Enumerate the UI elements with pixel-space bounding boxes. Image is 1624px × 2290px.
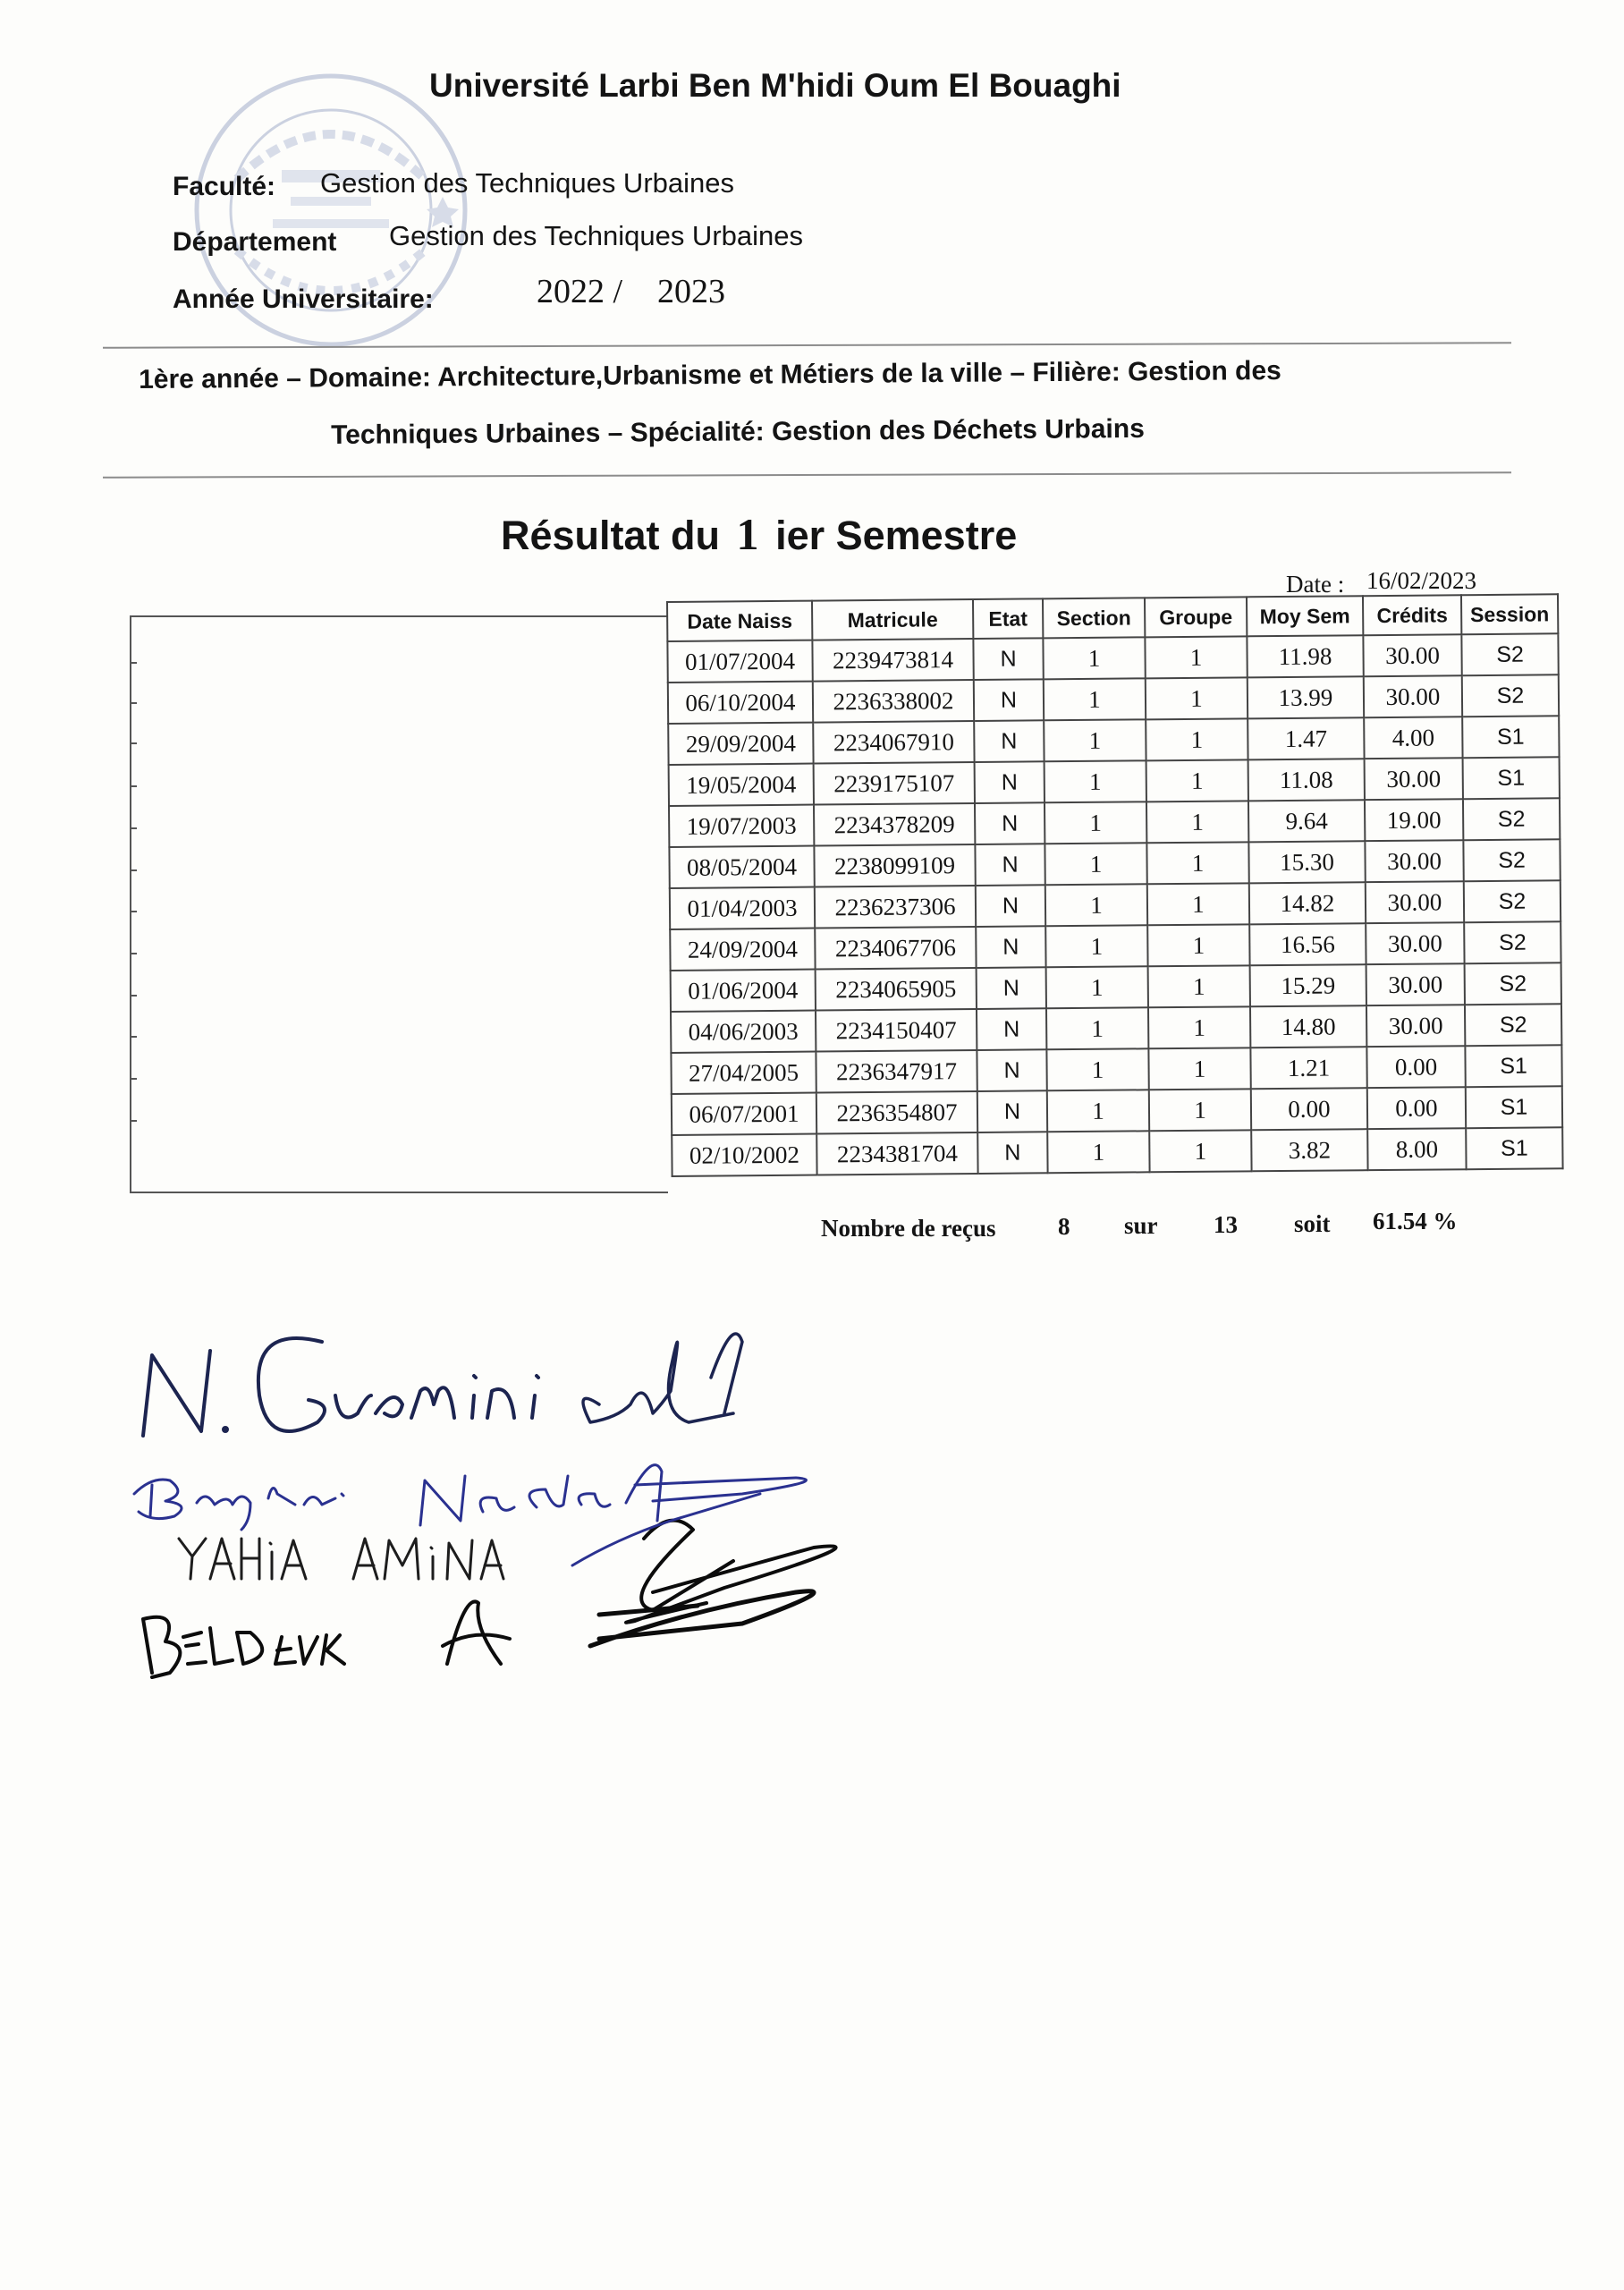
moy-sem-cell: 3.82 [1251, 1129, 1367, 1171]
etat-cell: N [976, 926, 1045, 968]
column-header: Date Naiss [667, 601, 812, 641]
etat-cell: N [974, 720, 1044, 762]
moy-sem-cell: 1.21 [1250, 1047, 1366, 1089]
matricule-cell: 2234067910 [813, 721, 974, 764]
groupe-cell: 1 [1148, 1047, 1250, 1090]
session-cell: S2 [1463, 798, 1560, 840]
frame-tick [130, 1120, 137, 1122]
summary-soit: soit [1294, 1210, 1331, 1237]
etat-cell: N [977, 1132, 1047, 1174]
moy-sem-cell: 0.00 [1251, 1088, 1367, 1130]
credits-cell: 0.00 [1366, 1046, 1465, 1088]
groupe-cell: 1 [1148, 965, 1250, 1007]
section-cell: 1 [1046, 1007, 1148, 1049]
section-cell: 1 [1045, 925, 1147, 967]
frame-tick [130, 702, 137, 704]
session-cell: S2 [1464, 880, 1561, 922]
annee-end: 2023 [657, 273, 725, 310]
date-naiss-cell: 06/10/2004 [668, 682, 813, 724]
moy-sem-cell: 13.99 [1248, 676, 1364, 718]
session-cell: S1 [1463, 757, 1560, 799]
etat-cell: N [973, 638, 1043, 680]
session-cell: S2 [1465, 963, 1561, 1005]
credits-cell: 4.00 [1364, 717, 1462, 759]
credits-cell: 30.00 [1365, 758, 1463, 800]
summary-sur: sur [1124, 1212, 1158, 1239]
moy-sem-cell: 15.29 [1250, 964, 1366, 1006]
program-line-1: 1ère année – Domaine: Architecture,Urbanisme et Métiers de la ville – Filière: Gestion des [139, 355, 1281, 394]
session-cell: S1 [1462, 716, 1559, 758]
credits-cell: 30.00 [1365, 840, 1463, 882]
date-naiss-cell: 01/07/2004 [667, 640, 812, 683]
frame-tick [130, 869, 137, 871]
moy-sem-cell: 15.30 [1248, 841, 1365, 883]
credits-cell: 30.00 [1366, 881, 1464, 923]
column-header: Matricule [812, 599, 973, 640]
section-cell: 1 [1043, 637, 1145, 679]
column-header: Crédits [1363, 595, 1461, 635]
session-cell: S1 [1465, 1045, 1561, 1087]
faculte-value: Gestion des Techniques Urbaines [320, 167, 734, 199]
annee-label: Année Universitaire: [173, 284, 434, 314]
etat-cell: N [977, 1090, 1047, 1132]
date-naiss-cell: 29/09/2004 [668, 723, 813, 765]
date-naiss-cell: 24/09/2004 [670, 929, 815, 971]
program-line-2: Techniques Urbaines – Spécialité: Gestion des Déchets Urbains [331, 413, 1145, 450]
session-cell: S1 [1466, 1086, 1562, 1128]
section-cell: 1 [1045, 802, 1146, 844]
divider-bottom [103, 471, 1511, 478]
session-cell: S2 [1463, 839, 1560, 881]
date-naiss-cell: 02/10/2002 [672, 1134, 816, 1176]
results-table [666, 593, 1564, 1177]
date-naiss-cell: 19/07/2003 [669, 805, 814, 847]
title-number: 1 [736, 509, 759, 559]
groupe-cell: 1 [1147, 883, 1249, 925]
matricule-cell: 2234378209 [814, 803, 975, 846]
groupe-cell: 1 [1149, 1089, 1251, 1131]
groupe-cell: 1 [1148, 1006, 1250, 1048]
session-cell: S2 [1462, 674, 1559, 717]
matricule-cell: 2234065905 [816, 968, 977, 1011]
matricule-cell: 2234381704 [816, 1132, 977, 1175]
section-cell: 1 [1047, 1131, 1149, 1173]
annee-start: 2022 / [537, 273, 623, 310]
date-naiss-cell: 01/04/2003 [670, 887, 815, 929]
credits-cell: 30.00 [1366, 963, 1465, 1005]
column-header: Section [1043, 598, 1145, 638]
frame-tick [130, 995, 137, 997]
matricule-cell: 2238099109 [814, 844, 975, 887]
moy-sem-cell: 11.08 [1248, 759, 1365, 801]
matricule-cell: 2236338002 [813, 680, 974, 723]
matricule-cell: 2234150407 [816, 1009, 977, 1052]
university-name: Université Larbi Ben M'hidi Oum El Bouaghi [429, 67, 1121, 104]
etat-cell: N [976, 885, 1045, 927]
etat-cell: N [974, 679, 1044, 721]
frame-tick [130, 827, 137, 829]
credits-cell: 30.00 [1366, 922, 1464, 964]
groupe-cell: 1 [1146, 718, 1248, 760]
session-cell: S2 [1461, 633, 1558, 675]
date-naiss-cell: 19/05/2004 [669, 764, 814, 806]
date-naiss-cell: 01/06/2004 [671, 970, 816, 1012]
etat-cell: N [977, 1049, 1046, 1091]
moy-sem-cell: 1.47 [1248, 717, 1364, 759]
matricule-cell: 2234067706 [815, 927, 976, 970]
moy-sem-cell: 9.64 [1248, 800, 1365, 842]
frame-tick [130, 953, 137, 954]
credits-cell: 19.00 [1365, 799, 1463, 841]
section-cell: 1 [1045, 843, 1146, 885]
date-naiss-cell: 08/05/2004 [669, 846, 814, 888]
groupe-cell: 1 [1146, 801, 1248, 843]
session-cell: S1 [1466, 1127, 1562, 1169]
date-naiss-cell: 27/04/2005 [671, 1052, 816, 1094]
moy-sem-cell: 14.80 [1250, 1005, 1366, 1047]
groupe-cell: 1 [1147, 924, 1249, 966]
groupe-cell: 1 [1146, 842, 1248, 884]
matricule-cell: 2236237306 [815, 886, 976, 929]
date-value: 16/02/2023 [1366, 567, 1477, 594]
date-naiss-cell: 04/06/2003 [671, 1011, 816, 1053]
column-header: Etat [973, 598, 1043, 639]
etat-cell: N [975, 802, 1045, 844]
moy-sem-cell: 14.82 [1249, 882, 1366, 924]
groupe-cell: 1 [1149, 1130, 1251, 1172]
groupe-cell: 1 [1145, 636, 1247, 678]
column-header: Moy Sem [1247, 596, 1363, 636]
date-naiss-cell: 06/07/2001 [672, 1093, 816, 1135]
section-cell: 1 [1045, 884, 1147, 926]
credits-cell: 30.00 [1364, 675, 1462, 717]
section-cell: 1 [1046, 1048, 1148, 1090]
departement-value: Gestion des Techniques Urbaines [389, 220, 803, 251]
matricule-cell: 2236354807 [816, 1091, 977, 1134]
section-cell: 1 [1044, 678, 1146, 720]
page-title [501, 508, 1017, 560]
frame-tick [130, 911, 137, 912]
moy-sem-cell: 16.56 [1249, 923, 1366, 965]
date-label: Date : [1286, 571, 1345, 598]
table-row [672, 1127, 1562, 1176]
names-frame [130, 615, 668, 1193]
summary-total: 13 [1214, 1211, 1238, 1238]
section-cell: 1 [1044, 719, 1146, 761]
title-suffix: ier Semestre [775, 513, 1018, 558]
frame-tick [130, 785, 137, 787]
signatures [116, 1270, 921, 1700]
credits-cell: 30.00 [1366, 1005, 1465, 1047]
title-prefix: Résultat du [501, 513, 721, 558]
etat-cell: N [977, 1008, 1046, 1050]
column-header: Session [1461, 594, 1558, 634]
groupe-cell: 1 [1146, 677, 1248, 719]
matricule-cell: 2236347917 [816, 1050, 977, 1093]
departement-label: Département [173, 227, 337, 257]
credits-cell: 30.00 [1363, 634, 1461, 676]
matricule-cell: 2239473814 [812, 639, 973, 682]
session-cell: S2 [1465, 1004, 1561, 1046]
matricule-cell: 2239175107 [814, 762, 975, 805]
section-cell: 1 [1047, 1090, 1149, 1132]
section-cell: 1 [1046, 966, 1148, 1008]
frame-tick [130, 1078, 137, 1080]
summary-percent: 61.54 % [1373, 1208, 1458, 1234]
groupe-cell: 1 [1146, 759, 1248, 802]
etat-cell: N [977, 967, 1046, 1009]
faculte-label: Faculté: [173, 172, 276, 201]
credits-cell: 0.00 [1367, 1087, 1466, 1129]
frame-tick [130, 1036, 137, 1038]
etat-cell: N [975, 761, 1045, 803]
summary-received: 8 [1058, 1213, 1070, 1240]
frame-tick [130, 742, 137, 744]
section-cell: 1 [1045, 760, 1146, 802]
moy-sem-cell: 11.98 [1247, 635, 1363, 677]
column-header: Groupe [1145, 597, 1247, 637]
etat-cell: N [975, 844, 1045, 886]
session-cell: S2 [1464, 921, 1561, 963]
credits-cell: 8.00 [1367, 1128, 1466, 1170]
summary-label: Nombre de reçus [821, 1215, 996, 1242]
frame-tick [130, 662, 137, 664]
